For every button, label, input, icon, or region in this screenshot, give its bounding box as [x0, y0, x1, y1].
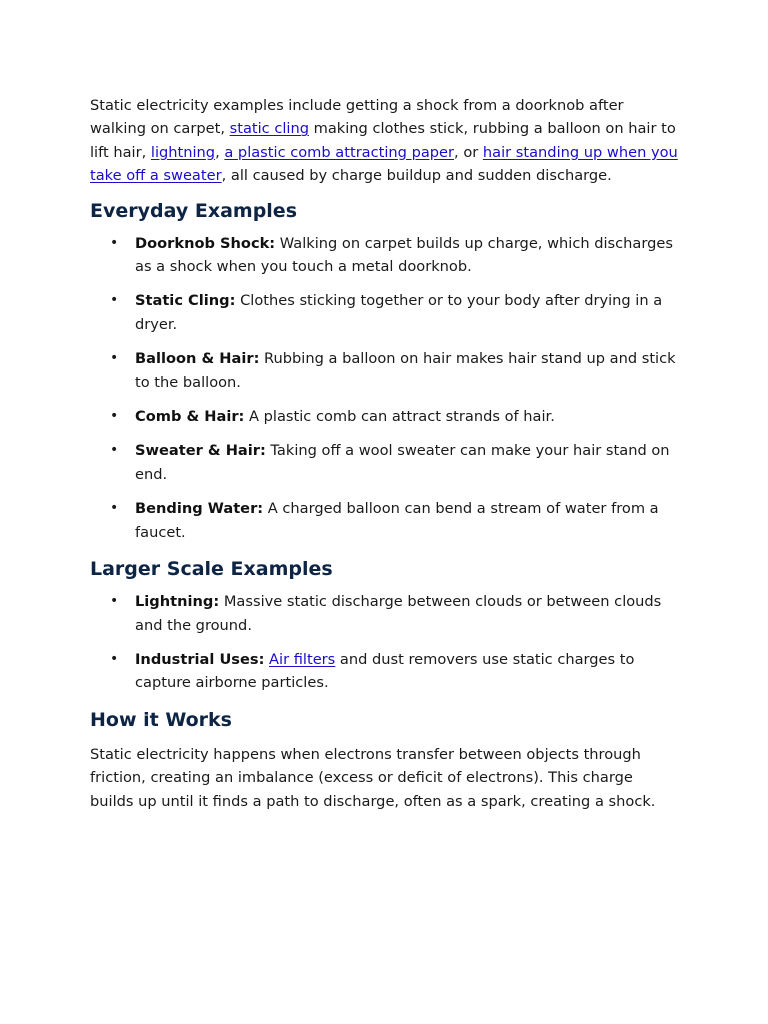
- item-description: Clothes sticking together or to your body after drying in a dryer.: [135, 292, 663, 333]
- bullet: •: [110, 593, 119, 610]
- heading-how-it-works: How it Works: [90, 708, 232, 731]
- item-term: Bending Water:: [135, 500, 264, 518]
- bullet: •: [110, 650, 119, 667]
- item-term: Comb & Hair:: [135, 408, 245, 426]
- list-item: [90, 232, 680, 279]
- everyday-examples-list: [90, 232, 680, 544]
- item-description: and dust removers use static charges to capture airborne particles.: [135, 650, 635, 692]
- list-item: [90, 648, 680, 695]
- item-description: Rubbing a balloon on hair makes hair stand up and stick to the balloon.: [135, 350, 676, 391]
- link-hair-standing-up[interactable]: hair standing up when you take off a sweater: [90, 143, 678, 185]
- item-term: Static Cling:: [135, 292, 236, 310]
- item-term: Doorknob Shock:: [135, 234, 276, 252]
- bullet: •: [110, 292, 119, 309]
- item-description: Massive static discharge between clouds or between clouds and the ground.: [135, 593, 662, 634]
- item-term: Lightning:: [135, 593, 220, 611]
- bullet: •: [110, 442, 119, 459]
- list-item: [90, 590, 680, 637]
- intro-text-2: making clothes stick, rubbing a balloon on hair to lift hair,: [90, 120, 676, 161]
- heading-everyday-examples: Everyday Examples: [90, 199, 298, 222]
- link-air-filters[interactable]: Air filters: [269, 650, 336, 668]
- list-item: [90, 439, 680, 486]
- bullet: •: [110, 234, 119, 251]
- item-description: Taking off a wool sweater can make your hair stand on end.: [135, 442, 670, 483]
- item-term: Industrial Uses:: [135, 650, 265, 668]
- intro-text-4: , or: [454, 143, 483, 161]
- bullet: •: [110, 408, 119, 425]
- link-plastic-comb[interactable]: a plastic comb attracting paper: [224, 143, 455, 161]
- intro-text-5: , all caused by charge buildup and sudden discharge.: [221, 167, 612, 185]
- list-item: [90, 347, 680, 394]
- item-term: Balloon & Hair:: [135, 350, 260, 368]
- bullet: •: [110, 500, 119, 517]
- larger-scale-examples-list: [90, 590, 680, 695]
- how-it-works-paragraph: Static electricity happens when electrons transfer between objects through friction, creating an imbalance (excess or deficit of electrons). This charge builds up until it finds a path to discharge, often as a spark, creating a shock.: [90, 745, 656, 810]
- intro-paragraph: [90, 94, 680, 188]
- item-description: A plastic comb can attract strands of hair.: [244, 408, 555, 426]
- intro-text-3: ,: [215, 143, 225, 161]
- link-lightning[interactable]: lightning: [150, 143, 216, 161]
- list-item: [90, 289, 680, 336]
- item-description: A charged balloon can bend a stream of water from a faucet.: [135, 500, 659, 541]
- item-description: Walking on carpet builds up charge, which discharges as a shock when you touch a metal doorknob.: [135, 234, 673, 276]
- list-item: [90, 405, 680, 428]
- link-static-cling[interactable]: static cling: [229, 120, 309, 138]
- item-term: Sweater & Hair:: [135, 442, 266, 460]
- list-item: [90, 497, 680, 544]
- heading-larger-scale-examples: Larger Scale Examples: [90, 558, 333, 581]
- intro-text-1: Static electricity examples include getting a shock from a doorknob after walking on carpet,: [90, 97, 624, 138]
- bullet: •: [110, 350, 119, 367]
